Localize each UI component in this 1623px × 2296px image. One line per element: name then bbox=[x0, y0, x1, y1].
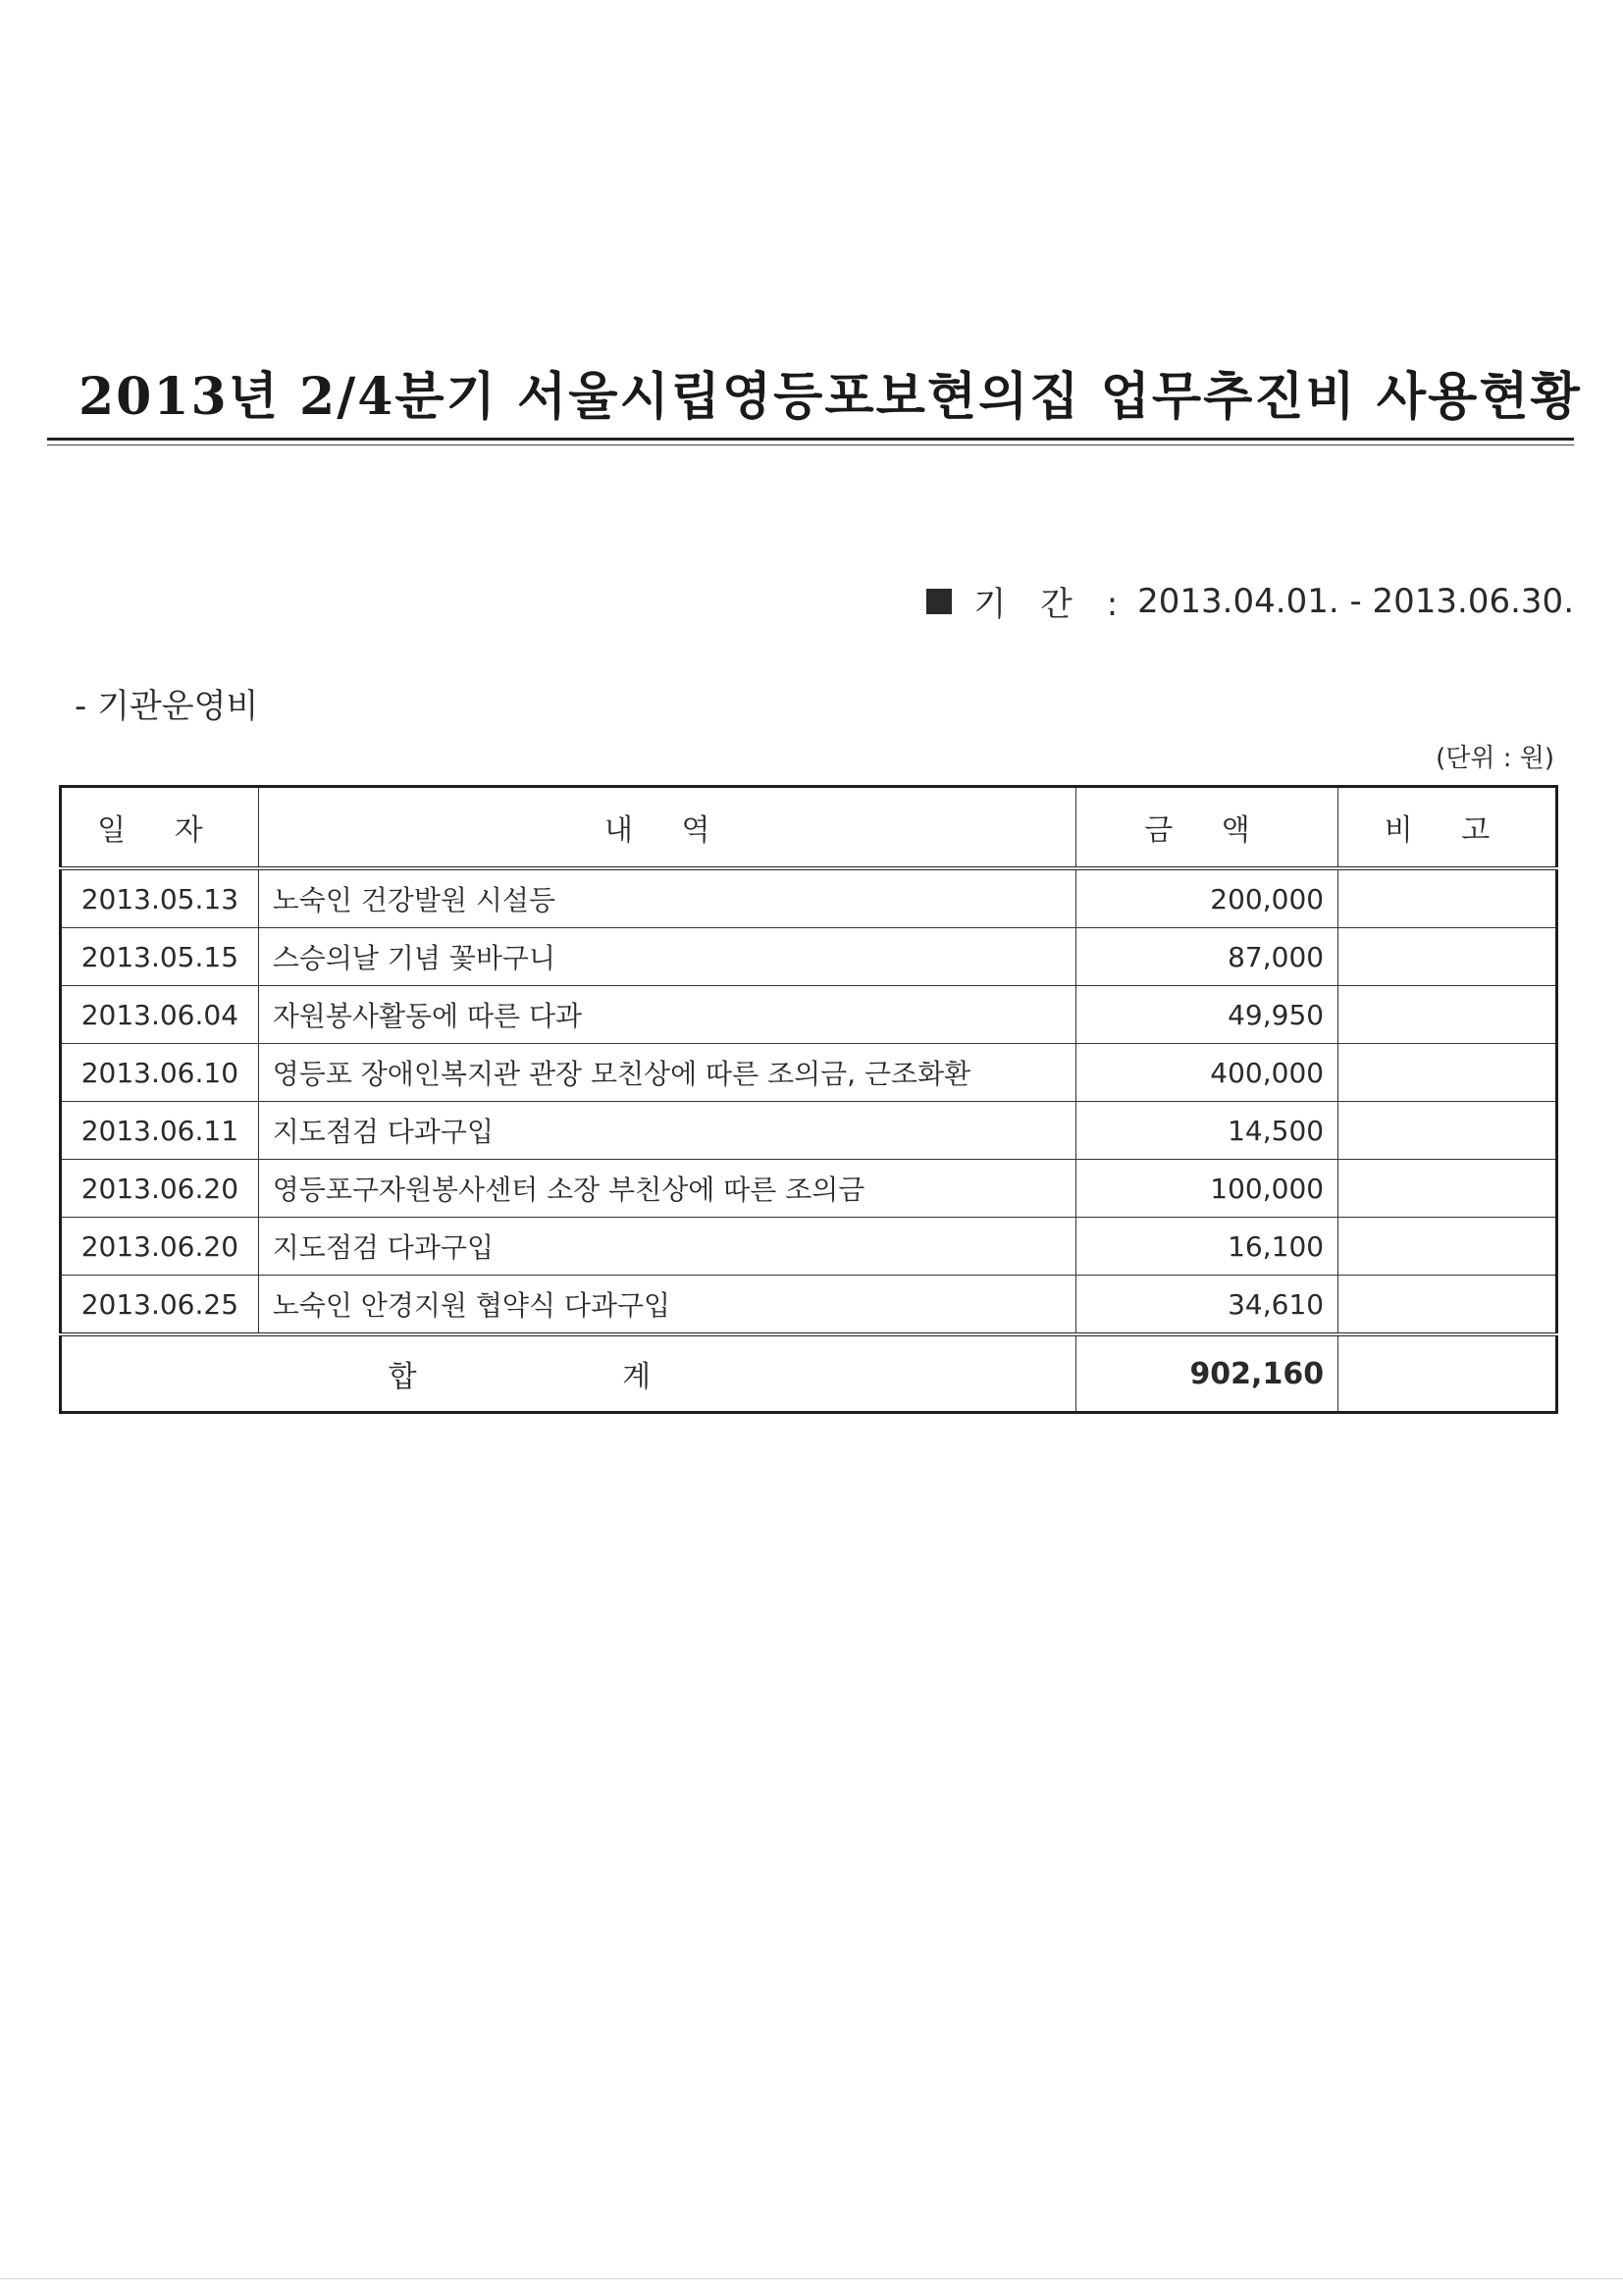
table-row bbox=[61, 868, 1557, 928]
row-amount: 400,000 bbox=[1075, 1044, 1337, 1102]
table-row bbox=[61, 928, 1557, 986]
period-value: 2013.04.01. - 2013.06.30. bbox=[1137, 581, 1574, 621]
title-underline bbox=[47, 438, 1574, 441]
row-description: 스승의날 기념 꽃바구니 bbox=[258, 928, 1075, 986]
row-amount: 16,100 bbox=[1075, 1218, 1337, 1276]
total-amount: 902,160 bbox=[1075, 1334, 1337, 1413]
row-note bbox=[1338, 1276, 1557, 1335]
table-row bbox=[61, 1218, 1557, 1276]
unit-note: (단위 : 원) bbox=[1436, 744, 1554, 773]
footer-divider bbox=[0, 2278, 1623, 2279]
row-amount: 87,000 bbox=[1075, 928, 1337, 986]
row-note bbox=[1338, 986, 1557, 1044]
row-date: 2013.06.11 bbox=[61, 1102, 259, 1160]
square-bullet-icon bbox=[926, 589, 952, 614]
row-amount: 100,000 bbox=[1075, 1160, 1337, 1218]
header-description: 내 역 bbox=[258, 787, 1075, 869]
table-header-row bbox=[61, 787, 1557, 869]
row-amount: 34,610 bbox=[1075, 1276, 1337, 1335]
table-row bbox=[61, 1044, 1557, 1102]
header-note: 비 고 bbox=[1338, 787, 1557, 869]
row-note bbox=[1338, 1102, 1557, 1160]
header-amount: 금 액 bbox=[1075, 787, 1337, 869]
row-description: 자원봉사활동에 따른 다과 bbox=[258, 986, 1075, 1044]
row-note bbox=[1338, 928, 1557, 986]
section-heading: - 기관운영비 bbox=[75, 687, 259, 726]
row-description: 영등포구자원봉사센터 소장 부친상에 따른 조의금 bbox=[258, 1160, 1075, 1218]
row-description: 노숙인 건강발원 시설등 bbox=[258, 868, 1075, 928]
total-label: 합 계 bbox=[61, 1334, 1076, 1413]
row-note bbox=[1338, 1218, 1557, 1276]
row-note bbox=[1338, 1160, 1557, 1218]
page-title: 2013년 2/4분기 서울시립영등포보현의집 업무추진비 사용현황 bbox=[79, 367, 1582, 427]
total-row bbox=[61, 1334, 1557, 1413]
title-underline-thin bbox=[47, 444, 1574, 445]
expense-table bbox=[59, 785, 1558, 1414]
row-amount: 14,500 bbox=[1075, 1102, 1337, 1160]
header-date: 일 자 bbox=[61, 787, 259, 869]
total-note bbox=[1338, 1334, 1557, 1413]
row-note bbox=[1338, 1044, 1557, 1102]
row-date: 2013.06.04 bbox=[61, 986, 259, 1044]
table-row bbox=[61, 1160, 1557, 1218]
row-description: 영등포 장애인복지관 관장 모친상에 따른 조의금, 근조화환 bbox=[258, 1044, 1075, 1102]
row-date: 2013.06.25 bbox=[61, 1276, 259, 1335]
row-date: 2013.05.13 bbox=[61, 868, 259, 928]
row-description: 지도점검 다과구입 bbox=[258, 1218, 1075, 1276]
row-note bbox=[1338, 868, 1557, 928]
table-row bbox=[61, 1102, 1557, 1160]
period-line bbox=[926, 577, 1574, 625]
table-row bbox=[61, 986, 1557, 1044]
period-label: 기 간 : bbox=[973, 585, 1130, 624]
row-date: 2013.06.20 bbox=[61, 1218, 259, 1276]
table-row bbox=[61, 1276, 1557, 1335]
row-date: 2013.06.10 bbox=[61, 1044, 259, 1102]
row-description: 노숙인 안경지원 협약식 다과구입 bbox=[258, 1276, 1075, 1335]
row-date: 2013.05.15 bbox=[61, 928, 259, 986]
row-amount: 200,000 bbox=[1075, 868, 1337, 928]
row-date: 2013.06.20 bbox=[61, 1160, 259, 1218]
row-description: 지도점검 다과구입 bbox=[258, 1102, 1075, 1160]
row-amount: 49,950 bbox=[1075, 986, 1337, 1044]
